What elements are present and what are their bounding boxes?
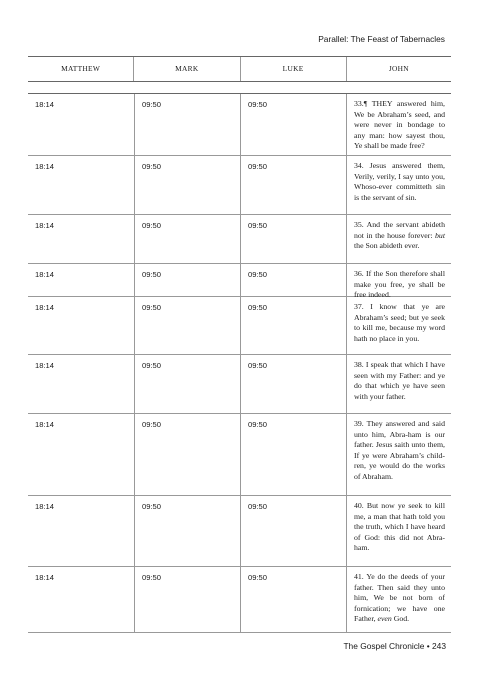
parallel-table xyxy=(28,56,451,633)
cell-mark: 09:50 xyxy=(134,496,240,566)
table-row xyxy=(28,355,451,414)
cell-matthew: 18:14 xyxy=(35,573,55,582)
cell-luke: 09:50 xyxy=(240,414,346,495)
cell-mark: 09:50 xyxy=(134,414,240,495)
table-row xyxy=(28,414,451,496)
cell-luke: 09:50 xyxy=(240,297,346,354)
page-footer: The Gospel Chronicle • 243 xyxy=(343,641,446,651)
cell-mark: 09:50 xyxy=(134,264,240,296)
cell-mark: 09:50 xyxy=(134,156,240,214)
cell-mark: 09:50 xyxy=(134,355,240,413)
cell-matthew: 18:14 xyxy=(35,221,55,230)
table-row xyxy=(28,215,451,264)
cell-john: 41. Ye do the deeds of your father. Then said they unto him, We be not born of fornication; we have one Father, even God. xyxy=(346,567,451,632)
column-header-john: JOHN xyxy=(346,57,451,81)
cell-john: 36. If the Son therefore shall make you free, ye shall be free indeed. xyxy=(346,264,451,296)
cell-john: 33.¶ THEY answered him, We be Abraham’s seed, and were never in bondage to any man: how sayest thou, Ye shall be made free? xyxy=(346,94,451,155)
table-row xyxy=(28,567,451,633)
running-header: Parallel: The Feast of Tabernacles xyxy=(318,34,445,44)
cell-matthew: 18:14 xyxy=(35,100,55,109)
cell-john: 38. I speak that which I have seen with my Father: and ye do that which ye have seen with your father. xyxy=(346,355,451,413)
cell-john: 39. They answered and said unto him, Abra-ham is our father. Jesus saith unto them, If ye were Abraham’s child-ren, ye would do the works of Abraham. xyxy=(346,414,451,495)
cell-john: 40. But now ye seek to kill me, a man that hath told you the truth, which I have heard of God: this did not Abra-ham. xyxy=(346,496,451,566)
column-header-mark: MARK xyxy=(133,57,239,81)
cell-john: 34. Jesus answered them, Verily, verily, I say unto you, Whoso-ever committeth sin is the servant of sin. xyxy=(346,156,451,214)
table-row xyxy=(28,496,451,567)
cell-matthew: 18:14 xyxy=(35,303,55,312)
cell-matthew: 18:14 xyxy=(35,270,55,279)
cell-luke: 09:50 xyxy=(240,215,346,263)
cell-luke: 09:50 xyxy=(240,567,346,632)
cell-mark: 09:50 xyxy=(134,215,240,263)
header-spacer xyxy=(28,82,451,94)
cell-luke: 09:50 xyxy=(240,496,346,566)
table-header xyxy=(28,56,451,82)
cell-matthew: 18:14 xyxy=(35,162,55,171)
table-row xyxy=(28,94,451,156)
cell-mark: 09:50 xyxy=(134,94,240,155)
cell-matthew: 18:14 xyxy=(35,502,55,511)
column-header-matthew: MATTHEW xyxy=(61,64,101,73)
cell-luke: 09:50 xyxy=(240,94,346,155)
cell-luke: 09:50 xyxy=(240,355,346,413)
cell-mark: 09:50 xyxy=(134,297,240,354)
cell-mark: 09:50 xyxy=(134,567,240,632)
table-row xyxy=(28,264,451,300)
table-row xyxy=(28,297,451,355)
cell-matthew: 18:14 xyxy=(35,361,55,370)
table-row xyxy=(28,156,451,215)
column-header-luke: LUKE xyxy=(240,57,346,81)
cell-luke: 09:50 xyxy=(240,264,346,296)
cell-john: 35. And the servant abideth not in the house forever: but the Son abideth ever. xyxy=(346,215,451,263)
table-body xyxy=(28,94,451,633)
cell-luke: 09:50 xyxy=(240,156,346,214)
cell-john: 37. I know that ye are Abraham’s seed; but ye seek to kill me, because my word hath no place in you. xyxy=(346,297,451,354)
cell-matthew: 18:14 xyxy=(35,420,55,429)
